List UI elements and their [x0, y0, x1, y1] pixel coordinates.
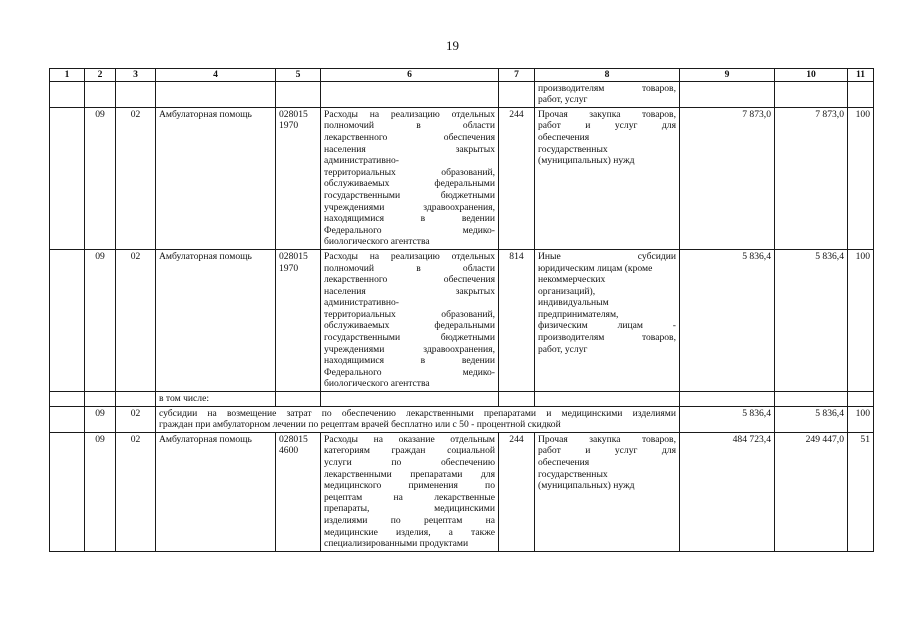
budget-table	[49, 68, 874, 552]
table-row	[50, 432, 874, 551]
subsection-name: Амбулаторная помощь	[156, 432, 276, 551]
expense-type-name: Прочая закупка товаров, работ и услуг для обеспечения государственных (муниципальных) нужд	[535, 432, 680, 551]
target-article-code: 028015 4600	[276, 432, 321, 551]
expense-type-name: Прочая закупка товаров, работ и услуг для обеспечения государственных (муниципальных) нужд	[535, 107, 680, 249]
header-cell: 6	[321, 69, 499, 82]
planned-amount: 5 836,4	[680, 406, 775, 432]
table-row	[50, 406, 874, 432]
header-cell: 9	[680, 69, 775, 82]
recipient-cell: производителям товаров, работ, услуг	[535, 81, 680, 107]
percent-executed: 100	[848, 107, 874, 249]
section-code: 09	[85, 249, 116, 391]
header-cell: 4	[156, 69, 276, 82]
expense-description: Расходы на оказание отдельным категориям граждан социальной услуги по обеспечению лекарственными препаратами для медицинского применения по рецептам на лекарственные препараты, медицинскими изделиями по рецептам на медицинские изделия, а также специализированными продуктами	[321, 432, 499, 551]
percent-executed: 100	[848, 249, 874, 391]
target-article-code: 028015 1970	[276, 249, 321, 391]
table-row	[50, 81, 874, 107]
expense-type-code: 814	[499, 249, 535, 391]
section-code: 09	[85, 107, 116, 249]
header-cell: 10	[775, 69, 848, 82]
table-row	[50, 107, 874, 249]
section-code: 09	[85, 432, 116, 551]
actual-amount: 5 836,4	[775, 406, 848, 432]
header-cell: 2	[85, 69, 116, 82]
section-code: 09	[85, 406, 116, 432]
actual-amount: 5 836,4	[775, 249, 848, 391]
subsection-name: Амбулаторная помощь	[156, 249, 276, 391]
actual-amount: 7 873,0	[775, 107, 848, 249]
header-cell: 7	[499, 69, 535, 82]
table-row	[50, 392, 874, 407]
header-cell: 1	[50, 69, 85, 82]
target-article-code: 028015 1970	[276, 107, 321, 249]
table-row	[50, 249, 874, 391]
header-cell: 11	[848, 69, 874, 82]
expense-type-code: 244	[499, 432, 535, 551]
subsidy-description: субсидии на возмещение затрат по обеспечению лекарственными препаратами и медицинскими изделиями граждан при амбулаторном лечении по рецептам врачей бесплатно или с 50 - процентной скидкой	[156, 406, 680, 432]
planned-amount: 5 836,4	[680, 249, 775, 391]
expense-description: Расходы на реализацию отдельных полномочий в области лекарственного обеспечения населения закрытых административно- территориальных образований, обслуживаемых федеральными государственными бюджетными учреждениями здравоохранения, находящимися в ведении Федерального медико- биологического агентства	[321, 107, 499, 249]
subsection-code: 02	[116, 432, 156, 551]
expense-description: Расходы на реализацию отдельных полномочий в области лекарственного обеспечения населения закрытых административно- территориальных образований, обслуживаемых федеральными государственными бюджетными учреждениями здравоохранения, находящимися в ведении Федерального медико- биологического агентства	[321, 249, 499, 391]
planned-amount: 7 873,0	[680, 107, 775, 249]
subsection-code: 02	[116, 406, 156, 432]
page-number: 19	[446, 38, 459, 53]
header-cell: 8	[535, 69, 680, 82]
actual-amount: 249 447,0	[775, 432, 848, 551]
header-cell: 3	[116, 69, 156, 82]
header-cell: 5	[276, 69, 321, 82]
subsection-name: Амбулаторная помощь	[156, 107, 276, 249]
planned-amount: 484 723,4	[680, 432, 775, 551]
percent-executed: 100	[848, 406, 874, 432]
including-label: в том числе:	[156, 392, 276, 407]
subsection-code: 02	[116, 107, 156, 249]
expense-type-code: 244	[499, 107, 535, 249]
percent-executed: 51	[848, 432, 874, 551]
expense-type-name: Иные субсидии юридическим лицам (кроме некоммерческих организаций), индивидуальным предпринимателям, физическим лицам - производителям товаров, работ, услуг	[535, 249, 680, 391]
subsection-code: 02	[116, 249, 156, 391]
header-row	[50, 69, 874, 82]
